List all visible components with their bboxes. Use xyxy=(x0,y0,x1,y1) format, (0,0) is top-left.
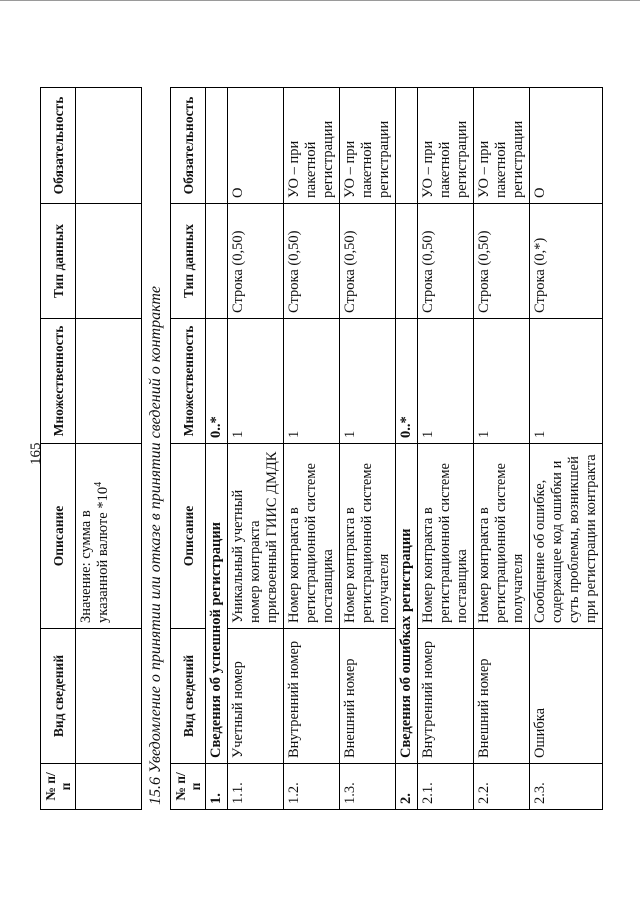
cell-desc: Номер контракта в регистрационной системе получателя xyxy=(474,444,530,629)
cell-req: УО – при пакетной регистрации xyxy=(474,88,530,204)
cell-desc: Номер контракта в регистрационной системе получателя xyxy=(340,444,396,629)
cell-kind: Внутренний номер xyxy=(284,629,340,764)
cell-desc xyxy=(76,444,142,629)
cell-req: УО – при пакетной регистрации xyxy=(418,88,474,204)
header-num: № п/п xyxy=(41,764,76,810)
cell-desc: Уникальный учетный номер контракта присвоенный ГИИС ДМДК xyxy=(228,444,284,629)
table-row xyxy=(340,88,396,810)
cell-num: 2.3. xyxy=(530,764,603,810)
cell-num: 2. xyxy=(396,764,418,810)
table-row xyxy=(228,88,284,810)
cell-kind: Внешний номер xyxy=(340,629,396,764)
header-kind: Вид сведений xyxy=(171,629,206,764)
cell-desc: Сообщение об ошибке, содержащее код ошибки и суть проблемы, возникшей при регистрации контракта xyxy=(530,444,603,629)
table-row-section xyxy=(396,88,418,810)
header-desc: Описание xyxy=(41,444,76,629)
cell-kind: Внутренний номер xyxy=(418,629,474,764)
cell-section-title: Сведения об ошибках регистрации xyxy=(396,444,418,764)
cell-kind xyxy=(76,629,142,764)
cell-mult: 1 xyxy=(474,319,530,444)
table-row xyxy=(418,88,474,810)
cell-num: 1. xyxy=(206,764,228,810)
cell-req xyxy=(76,88,142,204)
header-mult: Множественность xyxy=(171,319,206,444)
cell-num xyxy=(76,764,142,810)
cell-mult xyxy=(76,319,142,444)
fields-table-continued xyxy=(40,87,142,810)
cell-type xyxy=(206,204,228,319)
cell-mult: 1 xyxy=(284,319,340,444)
header-type: Тип данных xyxy=(41,204,76,319)
cell-type: Строка (0,50) xyxy=(418,204,474,319)
header-mult: Множественность xyxy=(41,319,76,444)
table-row-section xyxy=(206,88,228,810)
table-caption: 15.6 Уведомление о принятии или отказе в принятии сведений о контракте xyxy=(147,285,164,805)
cell-type: Строка (0,50) xyxy=(474,204,530,319)
header-num: № п/п xyxy=(171,764,206,810)
cell-req xyxy=(396,88,418,204)
header-type: Тип данных xyxy=(171,204,206,319)
table-row xyxy=(284,88,340,810)
cell-mult: 1 xyxy=(228,319,284,444)
cell-num: 1.3. xyxy=(340,764,396,810)
cell-mult: 1 xyxy=(340,319,396,444)
cell-desc: Номер контракта в регистрационной системе поставщика xyxy=(418,444,474,629)
header-kind: Вид сведений xyxy=(41,629,76,764)
cell-type: Строка (0,50) xyxy=(284,204,340,319)
cell-num: 2.1. xyxy=(418,764,474,810)
cell-req: О xyxy=(530,88,603,204)
cell-kind: Учетный номер xyxy=(228,629,284,764)
table-row xyxy=(76,88,142,810)
cell-kind: Ошибка xyxy=(530,629,603,764)
cell-type: Строка (0,50) xyxy=(228,204,284,319)
cell-type: Строка (0,*) xyxy=(530,204,603,319)
cell-type xyxy=(396,204,418,319)
cell-mult: 1 xyxy=(530,319,603,444)
desc-superscript: 4 xyxy=(93,481,105,487)
table-header-row xyxy=(41,88,76,810)
cell-req xyxy=(206,88,228,204)
header-req: Обязательность xyxy=(171,88,206,204)
header-req: Обязательность xyxy=(41,88,76,204)
desc-text: Значение: сумма в указанной валюте *10 xyxy=(78,486,111,623)
cell-mult: 1 xyxy=(418,319,474,444)
table-row xyxy=(474,88,530,810)
header-desc: Описание xyxy=(171,444,206,629)
cell-num: 2.2. xyxy=(474,764,530,810)
table-row xyxy=(530,88,603,810)
cell-kind: Внешний номер xyxy=(474,629,530,764)
cell-req: О xyxy=(228,88,284,204)
cell-num: 1.1. xyxy=(228,764,284,810)
cell-type xyxy=(76,204,142,319)
cell-req: УО – при пакетной регистрации xyxy=(340,88,396,204)
cell-desc: Номер контракта в регистрационной системе поставщика xyxy=(284,444,340,629)
cell-req: УО – при пакетной регистрации xyxy=(284,88,340,204)
cell-mult: 0..* xyxy=(206,319,228,444)
cell-mult: 0..* xyxy=(396,319,418,444)
cell-section-title: Сведения об успешной регистрации xyxy=(206,444,228,764)
cell-num: 1.2. xyxy=(284,764,340,810)
page-number: 165 xyxy=(28,442,44,465)
table-header-row xyxy=(171,88,206,810)
cell-type: Строка (0,50) xyxy=(340,204,396,319)
notification-table xyxy=(170,87,603,810)
